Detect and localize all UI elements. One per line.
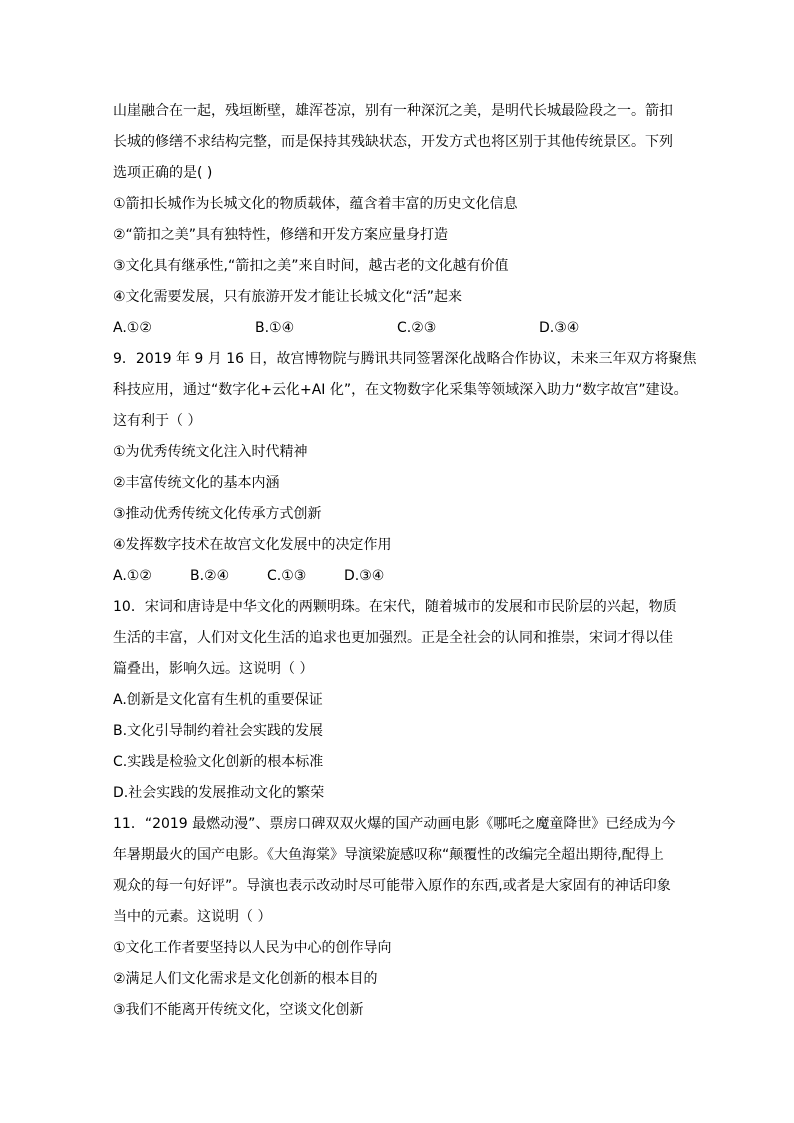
question-8-text-line: 山崖融合在一起，残垣断壁，雄浑苍凉，别有一种深沉之美，是明代长城最险段之一。箭扣 <box>113 103 673 119</box>
question-9-options <box>113 561 693 592</box>
question-11 <box>113 809 693 1026</box>
question-8-statement: ①箭扣长城作为长城文化的物质载体，蕴含着丰富的历史文化信息 <box>113 196 518 212</box>
question-10-text-line: 10．宋词和唐诗是中华文化的两颗明珠。在宋代，随着城市的发展和市民阶层的兴起，物质 <box>113 599 677 615</box>
option-d: D.③④ <box>344 568 385 584</box>
question-9-text-line: 这有利于（ ） <box>113 413 202 429</box>
question-11-text-line: 11．“2019 最燃动漫”、票房口碑双双火爆的国产动画电影《哪吒之魔童降世》已经成为今 <box>113 816 676 832</box>
option-a: A.①② <box>113 568 152 584</box>
option-b: B.文化引导制约着社会实践的发展 <box>113 723 324 739</box>
question-8 <box>113 96 693 344</box>
question-9-statement: ②丰富传统文化的基本内涵 <box>113 475 280 491</box>
question-8-statement: ④文化需要发展，只有旅游开发才能让长城文化“活”起来 <box>113 289 463 305</box>
question-9-statement: ③推动优秀传统文化传承方式创新 <box>113 506 322 522</box>
option-c: C.实践是检验文化创新的根本标准 <box>113 754 324 770</box>
option-a: A.创新是文化富有生机的重要保证 <box>113 692 323 708</box>
question-8-text-line: 选项正确的是( ) <box>113 165 213 181</box>
question-11-text-line: 年暑期最火的国产电影。《大鱼海棠》导演梁旋感叹称“颠覆性的改编完全超出期待,配得上 <box>113 847 664 863</box>
question-9-statement: ①为优秀传统文化注入时代精神 <box>113 444 308 460</box>
question-9 <box>113 344 697 592</box>
question-8-statement: ③文化具有继承性,“箭扣之美”来自时间，越古老的文化越有价值 <box>113 258 509 274</box>
option-b: B.②④ <box>190 568 230 584</box>
question-8-statement: ②“箭扣之美”具有独特性，修缮和开发方案应量身打造 <box>113 227 449 243</box>
question-10-text-line: 篇叠出，影响久远。这说明（ ） <box>113 661 314 677</box>
page-content <box>113 96 697 1026</box>
question-8-options <box>113 313 693 344</box>
question-10 <box>113 592 693 809</box>
option-d: D.③④ <box>539 320 580 336</box>
option-c: C.①③ <box>267 568 307 584</box>
option-d: D.社会实践的发展推动文化的繁荣 <box>113 785 325 801</box>
question-10-text-line: 生活的丰富，人们对文化生活的追求也更加强烈。正是全社会的认同和推崇，宋词才得以佳 <box>113 630 673 646</box>
question-11-statement: ③我们不能离开传统文化，空谈文化创新 <box>113 1002 364 1018</box>
question-11-text-line: 当中的元素。这说明（ ） <box>113 909 272 925</box>
question-9-text-line: 科技应用，通过“数字化+云化+AI 化”，在文物数字化采集等领域深入助力“数字故宫”建设。 <box>113 382 688 398</box>
question-11-text-line: 观众的每一句好评”。导演也表示改动时尽可能带入原作的东西,或者是大家固有的神话印象 <box>113 878 671 894</box>
option-b: B.①④ <box>255 320 295 336</box>
question-11-statement: ①文化工作者要坚持以人民为中心的创作导向 <box>113 940 392 956</box>
question-11-statement: ②满足人们文化需求是文化创新的根本目的 <box>113 971 378 987</box>
question-8-text-line: 长城的修缮不求结构完整，而是保持其残缺状态，开发方式也将区别于其他传统景区。下列 <box>113 134 673 150</box>
option-a: A.①② <box>113 320 152 336</box>
question-9-text-line: 9．2019 年 9 月 16 日，故宫博物院与腾讯共同签署深化战略合作协议，未来三年双方将聚焦 <box>113 351 697 367</box>
option-c: C.②③ <box>397 320 437 336</box>
question-9-statement: ④发挥数字技术在故宫文化发展中的决定作用 <box>113 537 392 553</box>
